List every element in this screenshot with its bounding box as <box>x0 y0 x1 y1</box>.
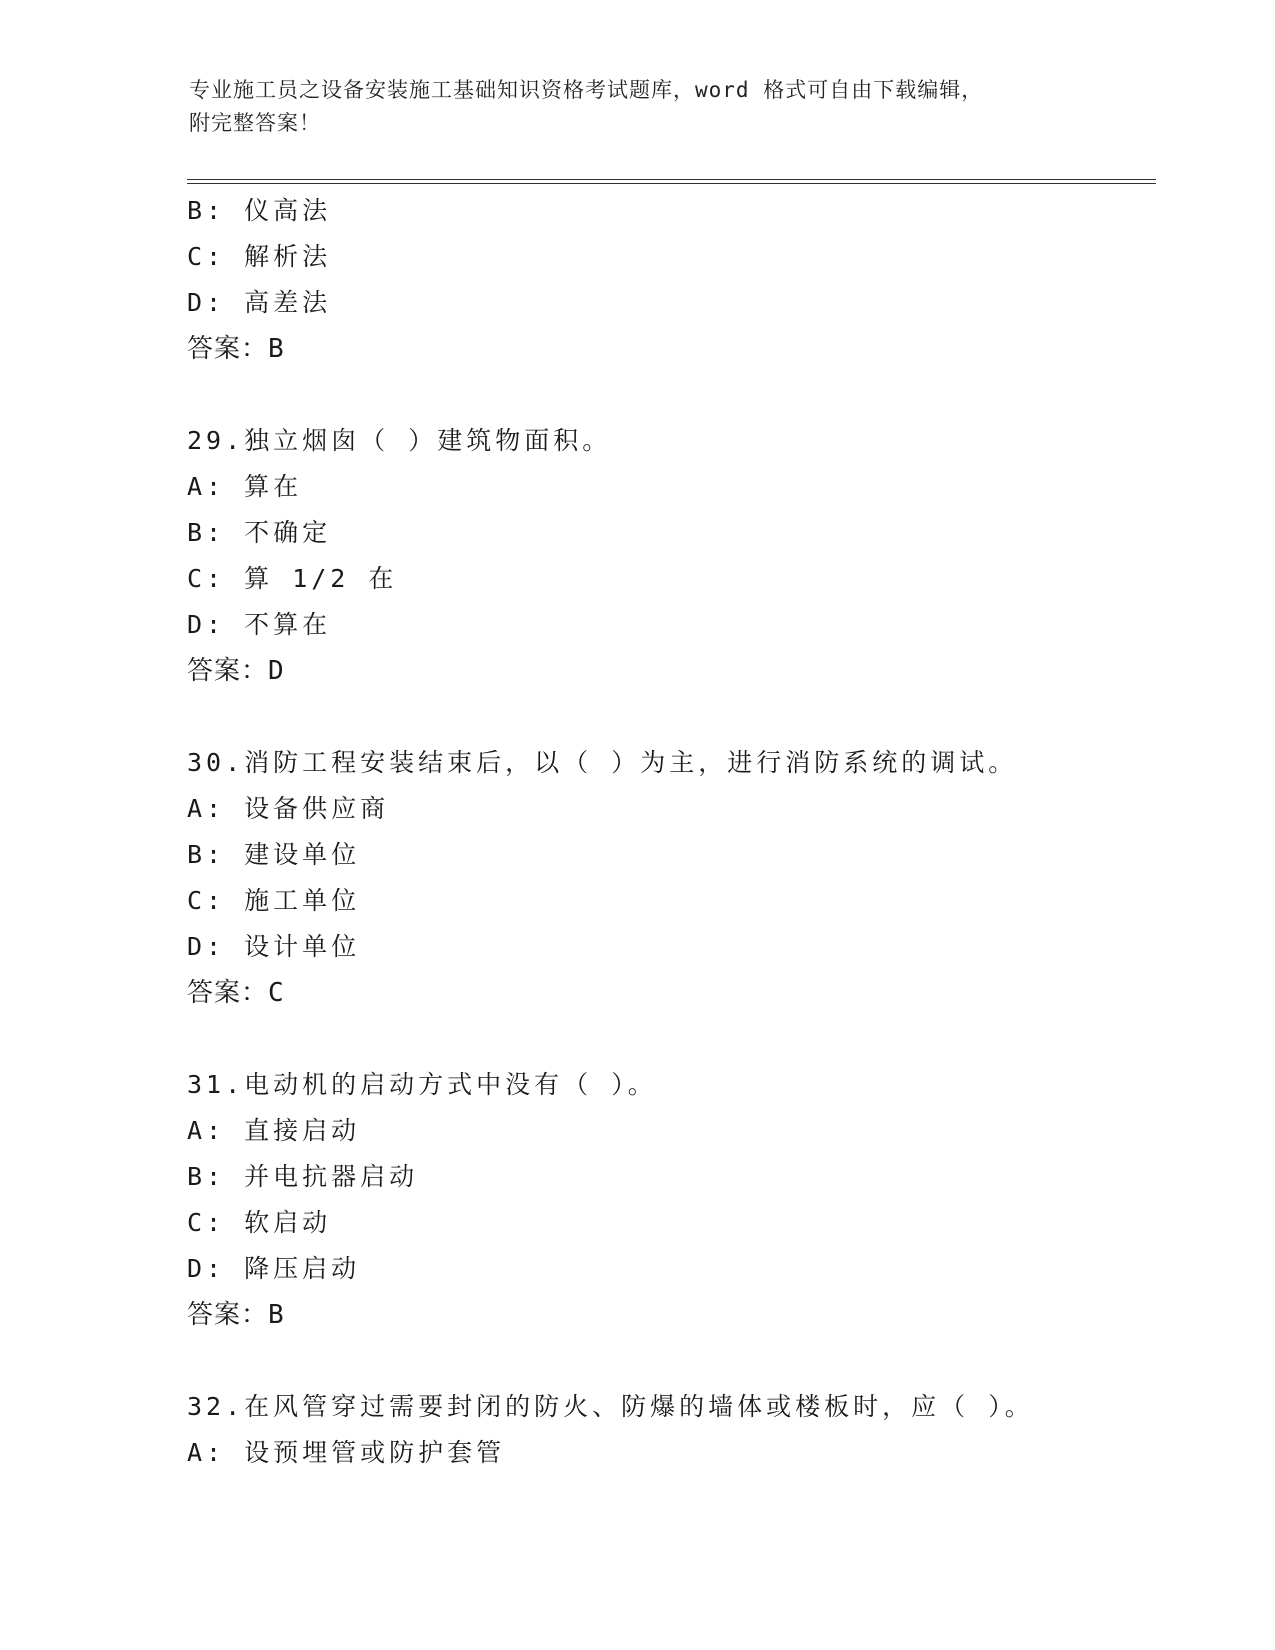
header-title-line-2: 附完整答案！ <box>189 111 321 135</box>
option-d: D: 设计单位 <box>187 932 361 961</box>
option-a: A: 直接启动 <box>187 1116 361 1145</box>
option-d: D: 降压启动 <box>187 1254 361 1283</box>
answer-value: D <box>268 656 285 686</box>
answer-value: B <box>268 334 285 364</box>
answer-line <box>187 648 1167 694</box>
option-d: D: 高差法 <box>187 288 332 317</box>
option-c: C: 软启动 <box>187 1208 332 1237</box>
question-32 <box>187 1384 1167 1476</box>
question-stem: 31.电动机的启动方式中没有（ ）。 <box>187 1070 657 1099</box>
answer-label: 答案： <box>187 978 269 1008</box>
option-b: B: 并电抗器启动 <box>187 1162 419 1191</box>
answer-line <box>187 970 1167 1016</box>
question-list <box>187 188 1167 1476</box>
header-double-rule <box>187 179 1156 184</box>
answer-label: 答案： <box>187 334 269 364</box>
header-title-line-1: 专业施工员之设备安装施工基础知识资格考试题库，word 格式可自由下载编辑， <box>189 78 984 102</box>
question-29 <box>187 418 1167 694</box>
question-carryover <box>187 188 1167 372</box>
option-c: C: 施工单位 <box>187 886 361 915</box>
option-a: A: 设预埋管或防护套管 <box>187 1438 506 1467</box>
option-b: B: 仪高法 <box>187 196 332 225</box>
answer-line <box>187 326 1167 372</box>
answer-label: 答案： <box>187 656 269 686</box>
question-stem: 30.消防工程安装结束后，以（ ）为主，进行消防系统的调试。 <box>187 748 1018 777</box>
answer-value: B <box>268 1300 285 1330</box>
question-31 <box>187 1062 1167 1338</box>
option-d: D: 不算在 <box>187 610 332 639</box>
option-c: C: 解析法 <box>187 242 332 271</box>
question-30 <box>187 740 1167 1016</box>
answer-value: C <box>268 978 285 1008</box>
option-a: A: 算在 <box>187 472 303 501</box>
answer-line <box>187 1292 1167 1338</box>
page-header <box>189 74 1069 140</box>
option-b: B: 建设单位 <box>187 840 361 869</box>
question-stem: 32.在风管穿过需要封闭的防火、防爆的墙体或楼板时，应（ ）。 <box>187 1392 1034 1421</box>
question-stem: 29.独立烟囱（ ）建筑物面积。 <box>187 426 612 455</box>
option-c: C: 算 1/2 在 <box>187 564 398 593</box>
answer-label: 答案： <box>187 1300 269 1330</box>
option-b: B: 不确定 <box>187 518 332 547</box>
option-a: A: 设备供应商 <box>187 794 390 823</box>
